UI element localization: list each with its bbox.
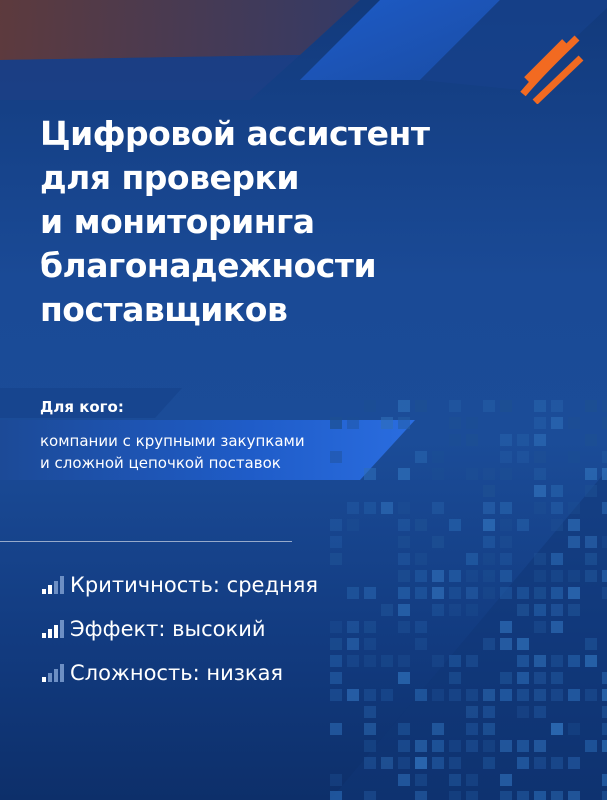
grid-pixel — [466, 740, 478, 752]
grid-pixel — [381, 689, 393, 701]
grid-pixel — [585, 400, 597, 412]
grid-pixel — [602, 791, 607, 800]
title-line: поставщиков — [40, 290, 288, 329]
grid-pixel — [330, 417, 342, 429]
grid-pixel — [449, 434, 461, 446]
grid-pixel — [415, 791, 427, 800]
grid-pixel — [432, 723, 444, 735]
grid-pixel — [500, 638, 512, 650]
grid-pixel — [466, 791, 478, 800]
grid-pixel — [398, 740, 410, 752]
grid-pixel — [500, 400, 512, 412]
grid-pixel — [347, 689, 359, 701]
section-divider — [0, 541, 292, 542]
grid-pixel — [517, 604, 529, 616]
grid-pixel — [449, 604, 461, 616]
grid-pixel — [585, 689, 597, 701]
grid-pixel — [364, 587, 376, 599]
grid-pixel — [551, 400, 563, 412]
grid-pixel — [534, 672, 546, 684]
top-left-panel — [0, 0, 360, 60]
grid-pixel — [466, 655, 478, 667]
grid-pixel — [466, 417, 478, 429]
grid-pixel — [517, 638, 529, 650]
grid-pixel — [330, 655, 342, 667]
grid-pixel — [517, 672, 529, 684]
grid-pixel — [330, 689, 342, 701]
grid-pixel — [432, 587, 444, 599]
grid-pixel — [330, 519, 342, 531]
title-line: для проверки — [40, 158, 299, 197]
brand-logo-icon — [515, 28, 585, 104]
grid-pixel — [415, 451, 427, 463]
signal-bar — [54, 669, 58, 682]
grid-pixel — [449, 400, 461, 412]
metric-effect — [40, 612, 318, 646]
grid-pixel — [602, 672, 607, 684]
grid-pixel — [347, 621, 359, 633]
grid-pixel — [347, 502, 359, 514]
grid-pixel — [364, 502, 376, 514]
grid-pixel — [381, 502, 393, 514]
grid-pixel — [534, 604, 546, 616]
grid-pixel — [568, 689, 580, 701]
grid-pixel — [483, 689, 495, 701]
grid-pixel — [517, 434, 529, 446]
grid-pixel — [398, 604, 410, 616]
grid-pixel — [432, 604, 444, 616]
grid-pixel — [534, 757, 546, 769]
grid-pixel — [398, 587, 410, 599]
grid-pixel — [568, 451, 580, 463]
grid-pixel — [568, 570, 580, 582]
grid-pixel — [483, 638, 495, 650]
grid-pixel — [551, 757, 563, 769]
grid-pixel — [500, 672, 512, 684]
grid-pixel — [483, 536, 495, 548]
title-line: благонадежности — [40, 246, 377, 285]
grid-pixel — [415, 400, 427, 412]
grid-pixel — [415, 553, 427, 565]
signal-bars-icon — [40, 663, 66, 683]
grid-pixel — [398, 621, 410, 633]
grid-pixel — [449, 774, 461, 786]
grid-pixel — [466, 570, 478, 582]
grid-pixel — [602, 740, 607, 752]
grid-pixel — [398, 417, 410, 429]
grid-pixel — [517, 740, 529, 752]
grid-pixel — [330, 638, 342, 650]
grid-pixel — [585, 638, 597, 650]
grid-pixel — [585, 536, 597, 548]
grid-pixel — [415, 774, 427, 786]
grid-pixel — [568, 604, 580, 616]
grid-pixel — [500, 570, 512, 582]
signal-bar — [42, 633, 46, 638]
grid-pixel — [415, 570, 427, 582]
grid-pixel — [449, 689, 461, 701]
grid-pixel — [398, 655, 410, 667]
grid-pixel — [449, 655, 461, 667]
grid-pixel — [602, 468, 607, 480]
grid-pixel — [398, 672, 410, 684]
grid-pixel — [517, 757, 529, 769]
grid-pixel — [602, 502, 607, 514]
grid-pixel — [500, 451, 512, 463]
title-line: Цифровой ассистент — [40, 114, 430, 153]
grid-pixel — [534, 468, 546, 480]
grid-pixel — [449, 791, 461, 800]
grid-pixel — [432, 451, 444, 463]
grid-pixel — [568, 536, 580, 548]
grid-pixel — [415, 689, 427, 701]
signal-bars-icon — [40, 575, 66, 595]
grid-pixel — [381, 655, 393, 667]
grid-pixel — [500, 468, 512, 480]
grid-pixel — [466, 774, 478, 786]
signal-bar — [48, 585, 52, 594]
grid-pixel — [415, 638, 427, 650]
grid-pixel — [500, 689, 512, 701]
grid-pixel — [551, 587, 563, 599]
grid-pixel — [398, 400, 410, 412]
grid-pixel — [534, 655, 546, 667]
grid-pixel — [534, 502, 546, 514]
signal-bar — [48, 629, 52, 638]
grid-pixel — [364, 706, 376, 718]
grid-pixel — [585, 655, 597, 667]
grid-pixel — [551, 604, 563, 616]
grid-pixel — [347, 519, 359, 531]
grid-pixel — [534, 740, 546, 752]
grid-pixel — [398, 723, 410, 735]
grid-pixel — [585, 553, 597, 565]
title-line: и мониторинга — [40, 202, 315, 241]
grid-pixel — [364, 655, 376, 667]
grid-pixel — [551, 672, 563, 684]
grid-pixel — [381, 417, 393, 429]
grid-pixel — [483, 502, 495, 514]
grid-pixel — [500, 553, 512, 565]
grid-pixel — [432, 502, 444, 514]
grid-pixel — [364, 791, 376, 800]
grid-pixel — [330, 553, 342, 565]
grid-pixel — [500, 434, 512, 446]
signal-bar — [60, 620, 64, 638]
grid-pixel — [466, 468, 478, 480]
signal-bar — [42, 589, 46, 594]
grid-pixel — [347, 638, 359, 650]
signal-bar — [60, 576, 64, 594]
grid-pixel — [602, 706, 607, 718]
signal-bar — [42, 677, 46, 682]
grid-pixel — [466, 587, 478, 599]
grid-pixel — [466, 706, 478, 718]
grid-pixel — [466, 689, 478, 701]
audience-label: Для кого: — [40, 398, 124, 416]
grid-pixel — [483, 706, 495, 718]
grid-pixel — [449, 740, 461, 752]
grid-pixel — [483, 723, 495, 735]
grid-pixel — [500, 502, 512, 514]
grid-pixel — [500, 587, 512, 599]
grid-pixel — [330, 672, 342, 684]
grid-pixel — [500, 791, 512, 800]
grid-pixel — [551, 723, 563, 735]
grid-pixel — [415, 757, 427, 769]
grid-pixel — [551, 655, 563, 667]
grid-pixel — [534, 400, 546, 412]
grid-pixel — [534, 791, 546, 800]
grid-pixel — [449, 519, 461, 531]
grid-pixel — [551, 519, 563, 531]
grid-pixel — [415, 587, 427, 599]
grid-pixel — [483, 570, 495, 582]
grid-pixel — [568, 417, 580, 429]
grid-pixel — [602, 774, 607, 786]
grid-pixel — [602, 570, 607, 582]
grid-pixel — [398, 502, 410, 514]
grid-pixel — [364, 621, 376, 633]
grid-pixel — [483, 400, 495, 412]
grid-pixel — [364, 638, 376, 650]
grid-pixel — [585, 570, 597, 582]
grid-pixel — [585, 740, 597, 752]
grid-pixel — [517, 451, 529, 463]
grid-pixel — [585, 468, 597, 480]
signal-bar — [60, 664, 64, 682]
grid-pixel — [602, 587, 607, 599]
grid-pixel — [483, 519, 495, 531]
top-left-shadow — [0, 55, 300, 100]
grid-pixel — [432, 689, 444, 701]
grid-pixel — [466, 604, 478, 616]
grid-pixel — [585, 485, 597, 497]
metrics-list — [40, 568, 318, 700]
grid-pixel — [551, 417, 563, 429]
grid-pixel — [381, 757, 393, 769]
grid-pixel — [364, 740, 376, 752]
grid-pixel — [364, 689, 376, 701]
grid-pixel — [483, 485, 495, 497]
grid-pixel — [517, 791, 529, 800]
grid-pixel — [517, 689, 529, 701]
grid-pixel — [517, 587, 529, 599]
grid-pixel — [449, 570, 461, 582]
grid-pixel — [534, 570, 546, 582]
grid-pixel — [466, 434, 478, 446]
signal-bar — [54, 581, 58, 594]
grid-pixel — [398, 536, 410, 548]
grid-pixel — [483, 553, 495, 565]
grid-pixel — [449, 757, 461, 769]
grid-pixel — [483, 468, 495, 480]
grid-pixel — [602, 451, 607, 463]
grid-pixel — [568, 757, 580, 769]
grid-pixel — [381, 604, 393, 616]
grid-pixel — [551, 621, 563, 633]
grid-pixel — [330, 791, 342, 800]
grid-pixel — [551, 689, 563, 701]
grid-pixel — [483, 757, 495, 769]
grid-pixel — [432, 536, 444, 548]
signal-bars-icon — [40, 619, 66, 639]
grid-pixel — [364, 400, 376, 412]
grid-pixel — [364, 468, 376, 480]
grid-pixel — [432, 757, 444, 769]
grid-pixel — [415, 621, 427, 633]
grid-pixel — [500, 519, 512, 531]
grid-pixel — [551, 502, 563, 514]
grid-pixel — [398, 570, 410, 582]
grid-pixel — [602, 723, 607, 735]
grid-pixel — [517, 706, 529, 718]
grid-pixel — [364, 757, 376, 769]
grid-pixel — [534, 706, 546, 718]
grid-pixel — [432, 468, 444, 480]
grid-pixel — [466, 553, 478, 565]
grid-pixel — [330, 451, 342, 463]
grid-pixel — [500, 621, 512, 633]
grid-pixel — [602, 417, 607, 429]
grid-pixel — [415, 740, 427, 752]
grid-pixel — [568, 791, 580, 800]
page-title — [40, 112, 560, 332]
grid-pixel — [398, 519, 410, 531]
metric-label: Сложность: низкая — [70, 661, 284, 685]
metric-criticality — [40, 568, 318, 602]
grid-pixel — [330, 723, 342, 735]
grid-pixel — [330, 774, 342, 786]
grid-pixel — [500, 740, 512, 752]
grid-pixel — [534, 417, 546, 429]
grid-pixel — [398, 774, 410, 786]
grid-pixel — [449, 587, 461, 599]
grid-pixel — [534, 434, 546, 446]
grid-pixel — [551, 791, 563, 800]
grid-pixel — [534, 485, 546, 497]
grid-pixel — [568, 587, 580, 599]
grid-pixel — [466, 723, 478, 735]
grid-pixel — [568, 519, 580, 531]
grid-pixel — [568, 502, 580, 514]
grid-pixel — [398, 757, 410, 769]
audience-line: и сложной цепочкой поставок — [40, 454, 281, 472]
grid-pixel — [534, 451, 546, 463]
grid-pixel — [330, 536, 342, 548]
metric-complexity — [40, 656, 318, 690]
audience-description — [40, 430, 305, 474]
signal-bar — [54, 625, 58, 638]
grid-pixel — [602, 689, 607, 701]
grid-pixel — [432, 655, 444, 667]
grid-pixel — [534, 689, 546, 701]
grid-pixel — [449, 672, 461, 684]
grid-pixel — [483, 587, 495, 599]
grid-pixel — [602, 536, 607, 548]
audience-line: компании с крупными закупками — [40, 432, 305, 450]
grid-pixel — [347, 417, 359, 429]
grid-pixel — [347, 655, 359, 667]
grid-pixel — [551, 485, 563, 497]
grid-pixel — [432, 570, 444, 582]
grid-pixel — [517, 519, 529, 531]
grid-pixel — [551, 570, 563, 582]
grid-pixel — [534, 621, 546, 633]
metric-label: Критичность: средняя — [70, 573, 318, 597]
grid-pixel — [398, 553, 410, 565]
grid-pixel — [602, 400, 607, 412]
grid-pixel — [534, 553, 546, 565]
signal-bar — [48, 673, 52, 682]
grid-pixel — [585, 434, 597, 446]
grid-pixel — [500, 774, 512, 786]
grid-pixel — [432, 740, 444, 752]
grid-pixel — [398, 468, 410, 480]
grid-pixel — [364, 723, 376, 735]
grid-pixel — [415, 519, 427, 531]
grid-pixel — [347, 587, 359, 599]
grid-pixel — [568, 655, 580, 667]
grid-pixel — [330, 621, 342, 633]
grid-pixel — [568, 723, 580, 735]
grid-pixel — [483, 740, 495, 752]
grid-pixel — [534, 587, 546, 599]
grid-pixel — [551, 553, 563, 565]
grid-pixel — [500, 536, 512, 548]
metric-label: Эффект: высокий — [70, 617, 266, 641]
grid-pixel — [449, 417, 461, 429]
grid-pixel — [517, 655, 529, 667]
